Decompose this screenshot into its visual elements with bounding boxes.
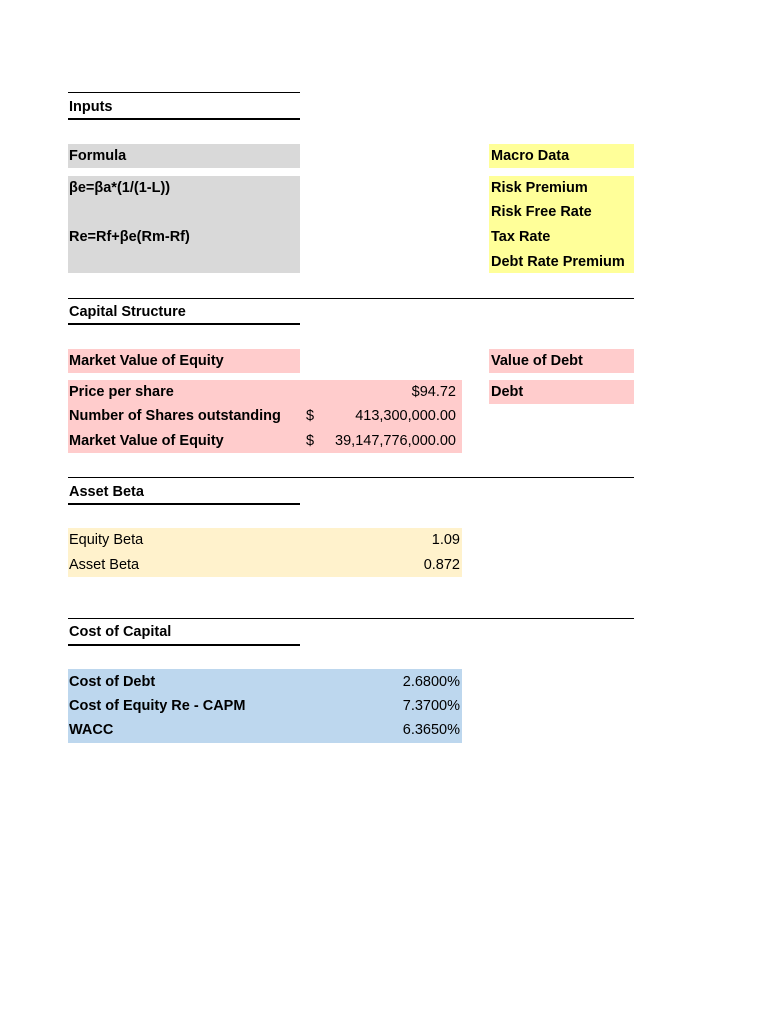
macro-risk-premium: Risk Premium — [491, 180, 588, 196]
wacc-label: WACC — [69, 722, 114, 738]
cost-of-capital-top-rule — [68, 618, 634, 619]
cost-of-capital-heading: Cost of Capital — [69, 624, 172, 640]
capital-structure-heading: Capital Structure — [69, 304, 186, 320]
cost-of-debt-label: Cost of Debt — [69, 674, 156, 690]
asset-beta-value: 0.872 — [423, 557, 460, 573]
shares-outstanding-currency: $ — [306, 408, 315, 424]
formula-beta-equity: βe=βa*(1/(1-L)) — [69, 180, 171, 196]
shares-outstanding-label: Number of Shares outstanding — [69, 408, 281, 424]
capital-structure-heading-underline — [68, 323, 300, 325]
value-of-debt-header-label: Value of Debt — [491, 353, 583, 369]
formula-cost-of-equity: Re=Rf+βe(Rm-Rf) — [69, 229, 190, 245]
macro-debt-rate-premium: Debt Rate Premium — [491, 254, 625, 270]
market-value-equity-header — [68, 349, 300, 373]
inputs-top-rule — [68, 92, 300, 93]
debt-row — [489, 380, 634, 404]
shares-outstanding-value: 413,300,000.00 — [355, 408, 456, 424]
inputs-heading: Inputs — [69, 99, 113, 115]
market-value-equity-header-label: Market Value of Equity — [69, 353, 224, 369]
market-value-equity-currency: $ — [306, 433, 315, 449]
value-of-debt-header — [489, 349, 634, 373]
macro-risk-free-rate: Risk Free Rate — [491, 204, 592, 220]
debt-label: Debt — [491, 384, 524, 400]
asset-beta-top-rule — [68, 477, 634, 478]
cost-of-equity-value: 7.3700% — [402, 698, 460, 714]
cost-of-debt-value: 2.6800% — [402, 674, 460, 690]
equity-beta-label: Equity Beta — [69, 532, 144, 548]
market-value-equity-label: Market Value of Equity — [69, 433, 224, 449]
macro-data-header — [489, 144, 634, 168]
macro-tax-rate: Tax Rate — [491, 229, 551, 245]
formula-header-label: Formula — [69, 148, 127, 164]
inputs-heading-underline — [68, 118, 300, 120]
wacc-value: 6.3650% — [402, 722, 460, 738]
cost-of-equity-label: Cost of Equity Re - CAPM — [69, 698, 246, 714]
asset-beta-label: Asset Beta — [69, 557, 140, 573]
equity-beta-value: 1.09 — [431, 532, 460, 548]
cost-of-capital-heading-underline — [68, 644, 300, 646]
macro-data-header-label: Macro Data — [491, 148, 570, 164]
asset-beta-heading-underline — [68, 503, 300, 505]
formula-header — [68, 144, 300, 168]
asset-beta-heading: Asset Beta — [69, 484, 144, 500]
market-value-equity-value: 39,147,776,000.00 — [335, 433, 456, 449]
capital-structure-top-rule — [68, 298, 634, 299]
price-per-share-value: $94.72 — [411, 384, 456, 400]
price-per-share-label: Price per share — [69, 384, 174, 400]
